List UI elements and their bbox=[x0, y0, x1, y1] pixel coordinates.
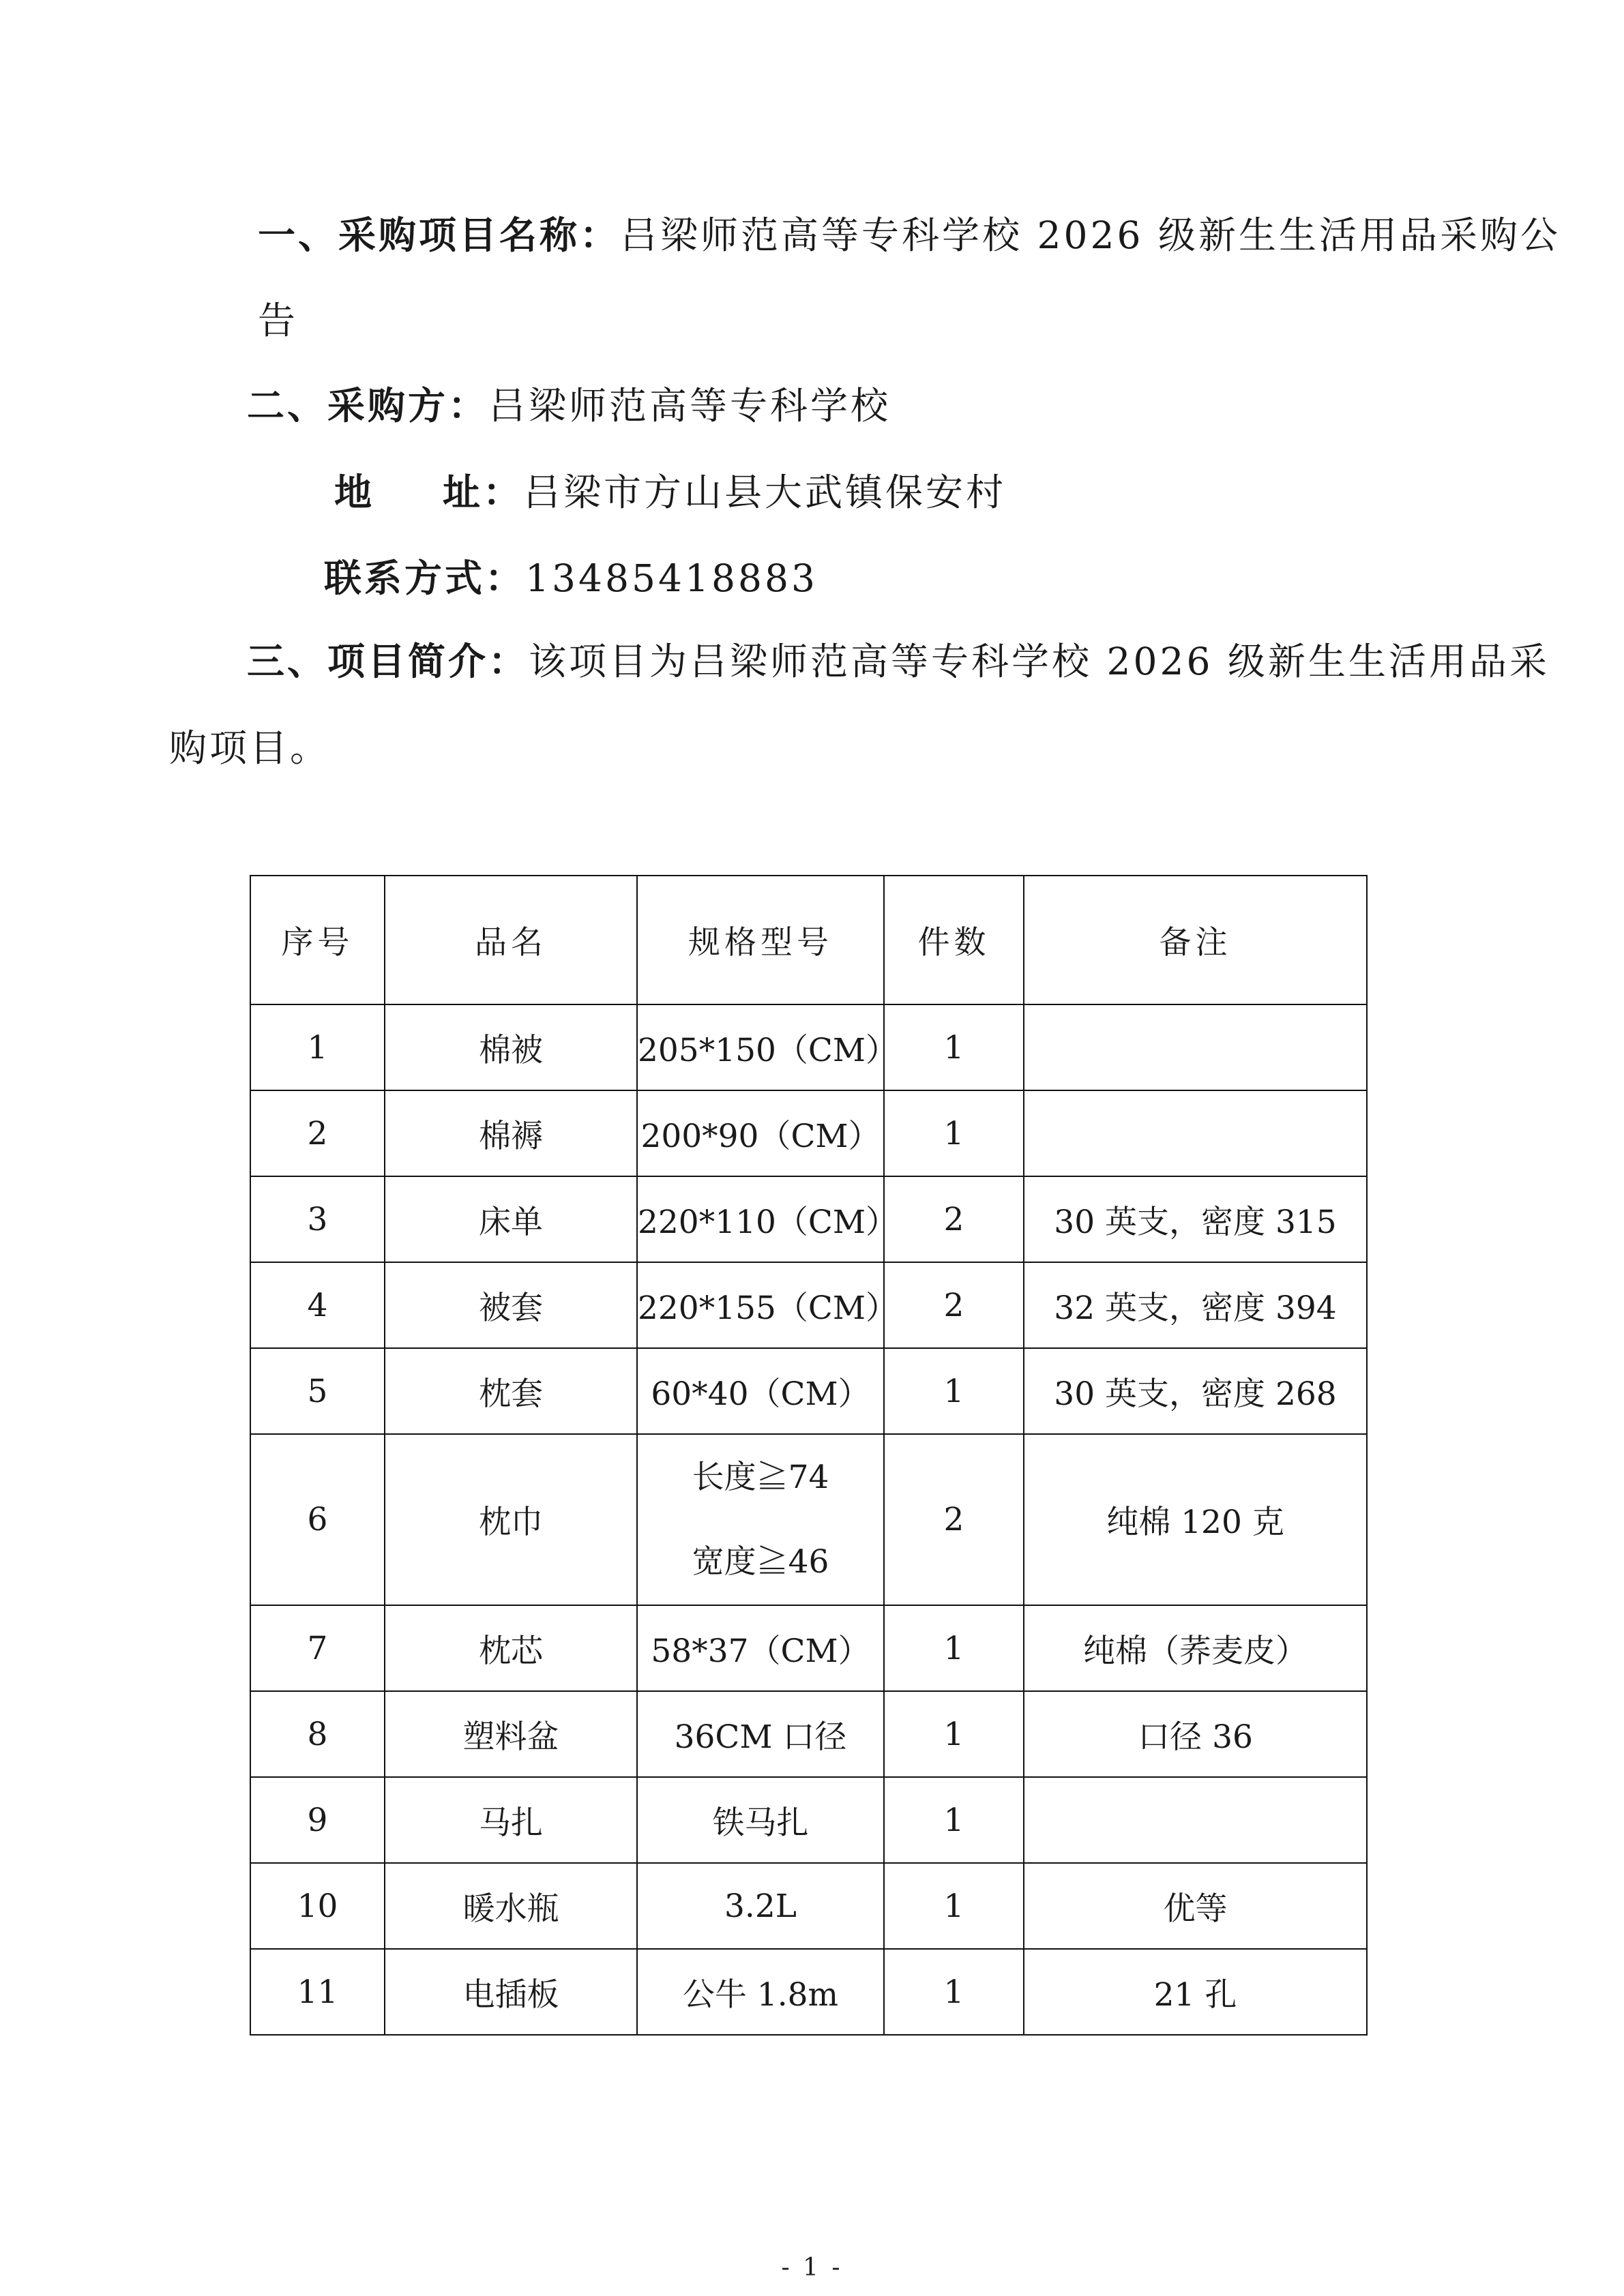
cell-no: 10 bbox=[250, 1863, 385, 1949]
cell-name: 棉褥 bbox=[385, 1090, 637, 1176]
address-label-b: 址： bbox=[443, 471, 524, 514]
header-note: 备注 bbox=[1024, 876, 1367, 1004]
cell-spec-width: 宽度≧46 bbox=[692, 1542, 829, 1581]
cell-name: 电插板 bbox=[385, 1949, 637, 2035]
cell-note: 纯棉（荞麦皮） bbox=[1024, 1605, 1367, 1691]
cell-spec: 36CM 口径 bbox=[637, 1691, 884, 1777]
project-summary-continuation: 购项目。 bbox=[169, 726, 331, 770]
cell-name: 床单 bbox=[385, 1176, 637, 1262]
table-header-row bbox=[250, 876, 1367, 1004]
cell-name: 马扎 bbox=[385, 1777, 637, 1863]
cell-qty: 2 bbox=[884, 1434, 1024, 1605]
project-name-value: 吕梁师范高等专科学校 2026 级新生生活用品采购公 bbox=[620, 213, 1561, 257]
cell-qty: 1 bbox=[884, 1863, 1024, 1949]
table-row bbox=[250, 1777, 1367, 1863]
cell-qty: 1 bbox=[884, 1605, 1024, 1691]
contact-label: 联系方式： bbox=[324, 556, 526, 600]
header-qty: 件数 bbox=[884, 876, 1024, 1004]
cell-name: 暖水瓶 bbox=[385, 1863, 637, 1949]
table-row bbox=[250, 1949, 1367, 2035]
table-row bbox=[250, 1348, 1367, 1434]
table-row bbox=[250, 1863, 1367, 1949]
cell-no: 11 bbox=[250, 1949, 385, 2035]
address-value: 吕梁市方山县大武镇保安村 bbox=[523, 471, 1007, 514]
cell-no: 3 bbox=[250, 1176, 385, 1262]
cell-note bbox=[1024, 1090, 1367, 1176]
cell-spec: 铁马扎 bbox=[637, 1777, 884, 1863]
cell-spec: 200*90（CM） bbox=[637, 1090, 884, 1176]
cell-note: 30 英支，密度 315 bbox=[1024, 1176, 1367, 1262]
cell-qty: 1 bbox=[884, 1004, 1024, 1090]
cell-qty: 1 bbox=[884, 1691, 1024, 1777]
cell-name: 塑料盆 bbox=[385, 1691, 637, 1777]
cell-no: 8 bbox=[250, 1691, 385, 1777]
header-no: 序号 bbox=[250, 876, 385, 1004]
project-name-label: 一、采购项目名称： bbox=[258, 213, 621, 257]
cell-no: 9 bbox=[250, 1777, 385, 1863]
cell-note bbox=[1024, 1777, 1367, 1863]
cell-spec: 205*150（CM） bbox=[637, 1004, 884, 1090]
cell-spec: 公牛 1.8m bbox=[637, 1949, 884, 2035]
cell-name: 枕芯 bbox=[385, 1605, 637, 1691]
address-line bbox=[334, 465, 1006, 520]
cell-spec: 58*37（CM） bbox=[637, 1605, 884, 1691]
cell-qty: 2 bbox=[884, 1176, 1024, 1262]
table-row bbox=[250, 1434, 1367, 1605]
cell-spec-length: 长度≧74 bbox=[692, 1458, 829, 1496]
cell-qty: 1 bbox=[884, 1949, 1024, 2035]
table-row bbox=[250, 1176, 1367, 1262]
cell-no: 1 bbox=[250, 1004, 385, 1090]
page-number: - 1 - bbox=[781, 2254, 843, 2282]
cell-note: 21 孔 bbox=[1024, 1949, 1367, 2035]
table-row bbox=[250, 1004, 1367, 1090]
cell-qty: 1 bbox=[884, 1777, 1024, 1863]
project-name-continuation: 告 bbox=[258, 299, 299, 342]
project-name-line bbox=[258, 208, 1561, 263]
header-spec: 规格型号 bbox=[637, 876, 884, 1004]
table-row bbox=[250, 1090, 1367, 1176]
table-row bbox=[250, 1262, 1367, 1348]
table-row bbox=[250, 1691, 1367, 1777]
cell-spec: 220*155（CM） bbox=[637, 1262, 884, 1348]
contact-line bbox=[324, 551, 818, 606]
cell-no: 7 bbox=[250, 1605, 385, 1691]
cell-spec bbox=[637, 1434, 884, 1605]
cell-note: 30 英支，密度 268 bbox=[1024, 1348, 1367, 1434]
cell-name: 棉被 bbox=[385, 1004, 637, 1090]
cell-note: 纯棉 120 克 bbox=[1024, 1434, 1367, 1605]
address-label-a: 地 bbox=[334, 471, 375, 514]
project-summary-label: 三、项目简介： bbox=[247, 640, 529, 683]
cell-note: 口径 36 bbox=[1024, 1691, 1367, 1777]
header-name: 品名 bbox=[385, 876, 637, 1004]
cell-spec: 220*110（CM） bbox=[637, 1176, 884, 1262]
cell-name: 枕巾 bbox=[385, 1434, 637, 1605]
contact-value: 13485418883 bbox=[525, 556, 818, 600]
cell-no: 4 bbox=[250, 1262, 385, 1348]
cell-note bbox=[1024, 1004, 1367, 1090]
items-table bbox=[250, 875, 1368, 2036]
cell-name: 枕套 bbox=[385, 1348, 637, 1434]
purchaser-line bbox=[247, 378, 891, 433]
table-row bbox=[250, 1605, 1367, 1691]
cell-spec: 60*40（CM） bbox=[637, 1348, 884, 1434]
cell-no: 2 bbox=[250, 1090, 385, 1176]
cell-no: 5 bbox=[250, 1348, 385, 1434]
cell-spec: 3.2L bbox=[637, 1863, 884, 1949]
cell-qty: 2 bbox=[884, 1262, 1024, 1348]
cell-no: 6 bbox=[250, 1434, 385, 1605]
project-summary-line bbox=[247, 634, 1550, 689]
purchaser-value: 吕梁师范高等专科学校 bbox=[488, 384, 891, 428]
cell-name: 被套 bbox=[385, 1262, 637, 1348]
purchaser-label: 二、采购方： bbox=[247, 384, 489, 428]
project-summary-value: 该项目为吕梁师范高等专科学校 2026 级新生生活用品采 bbox=[529, 640, 1550, 683]
cell-note: 优等 bbox=[1024, 1863, 1367, 1949]
cell-qty: 1 bbox=[884, 1090, 1024, 1176]
cell-note: 32 英支，密度 394 bbox=[1024, 1262, 1367, 1348]
cell-qty: 1 bbox=[884, 1348, 1024, 1434]
